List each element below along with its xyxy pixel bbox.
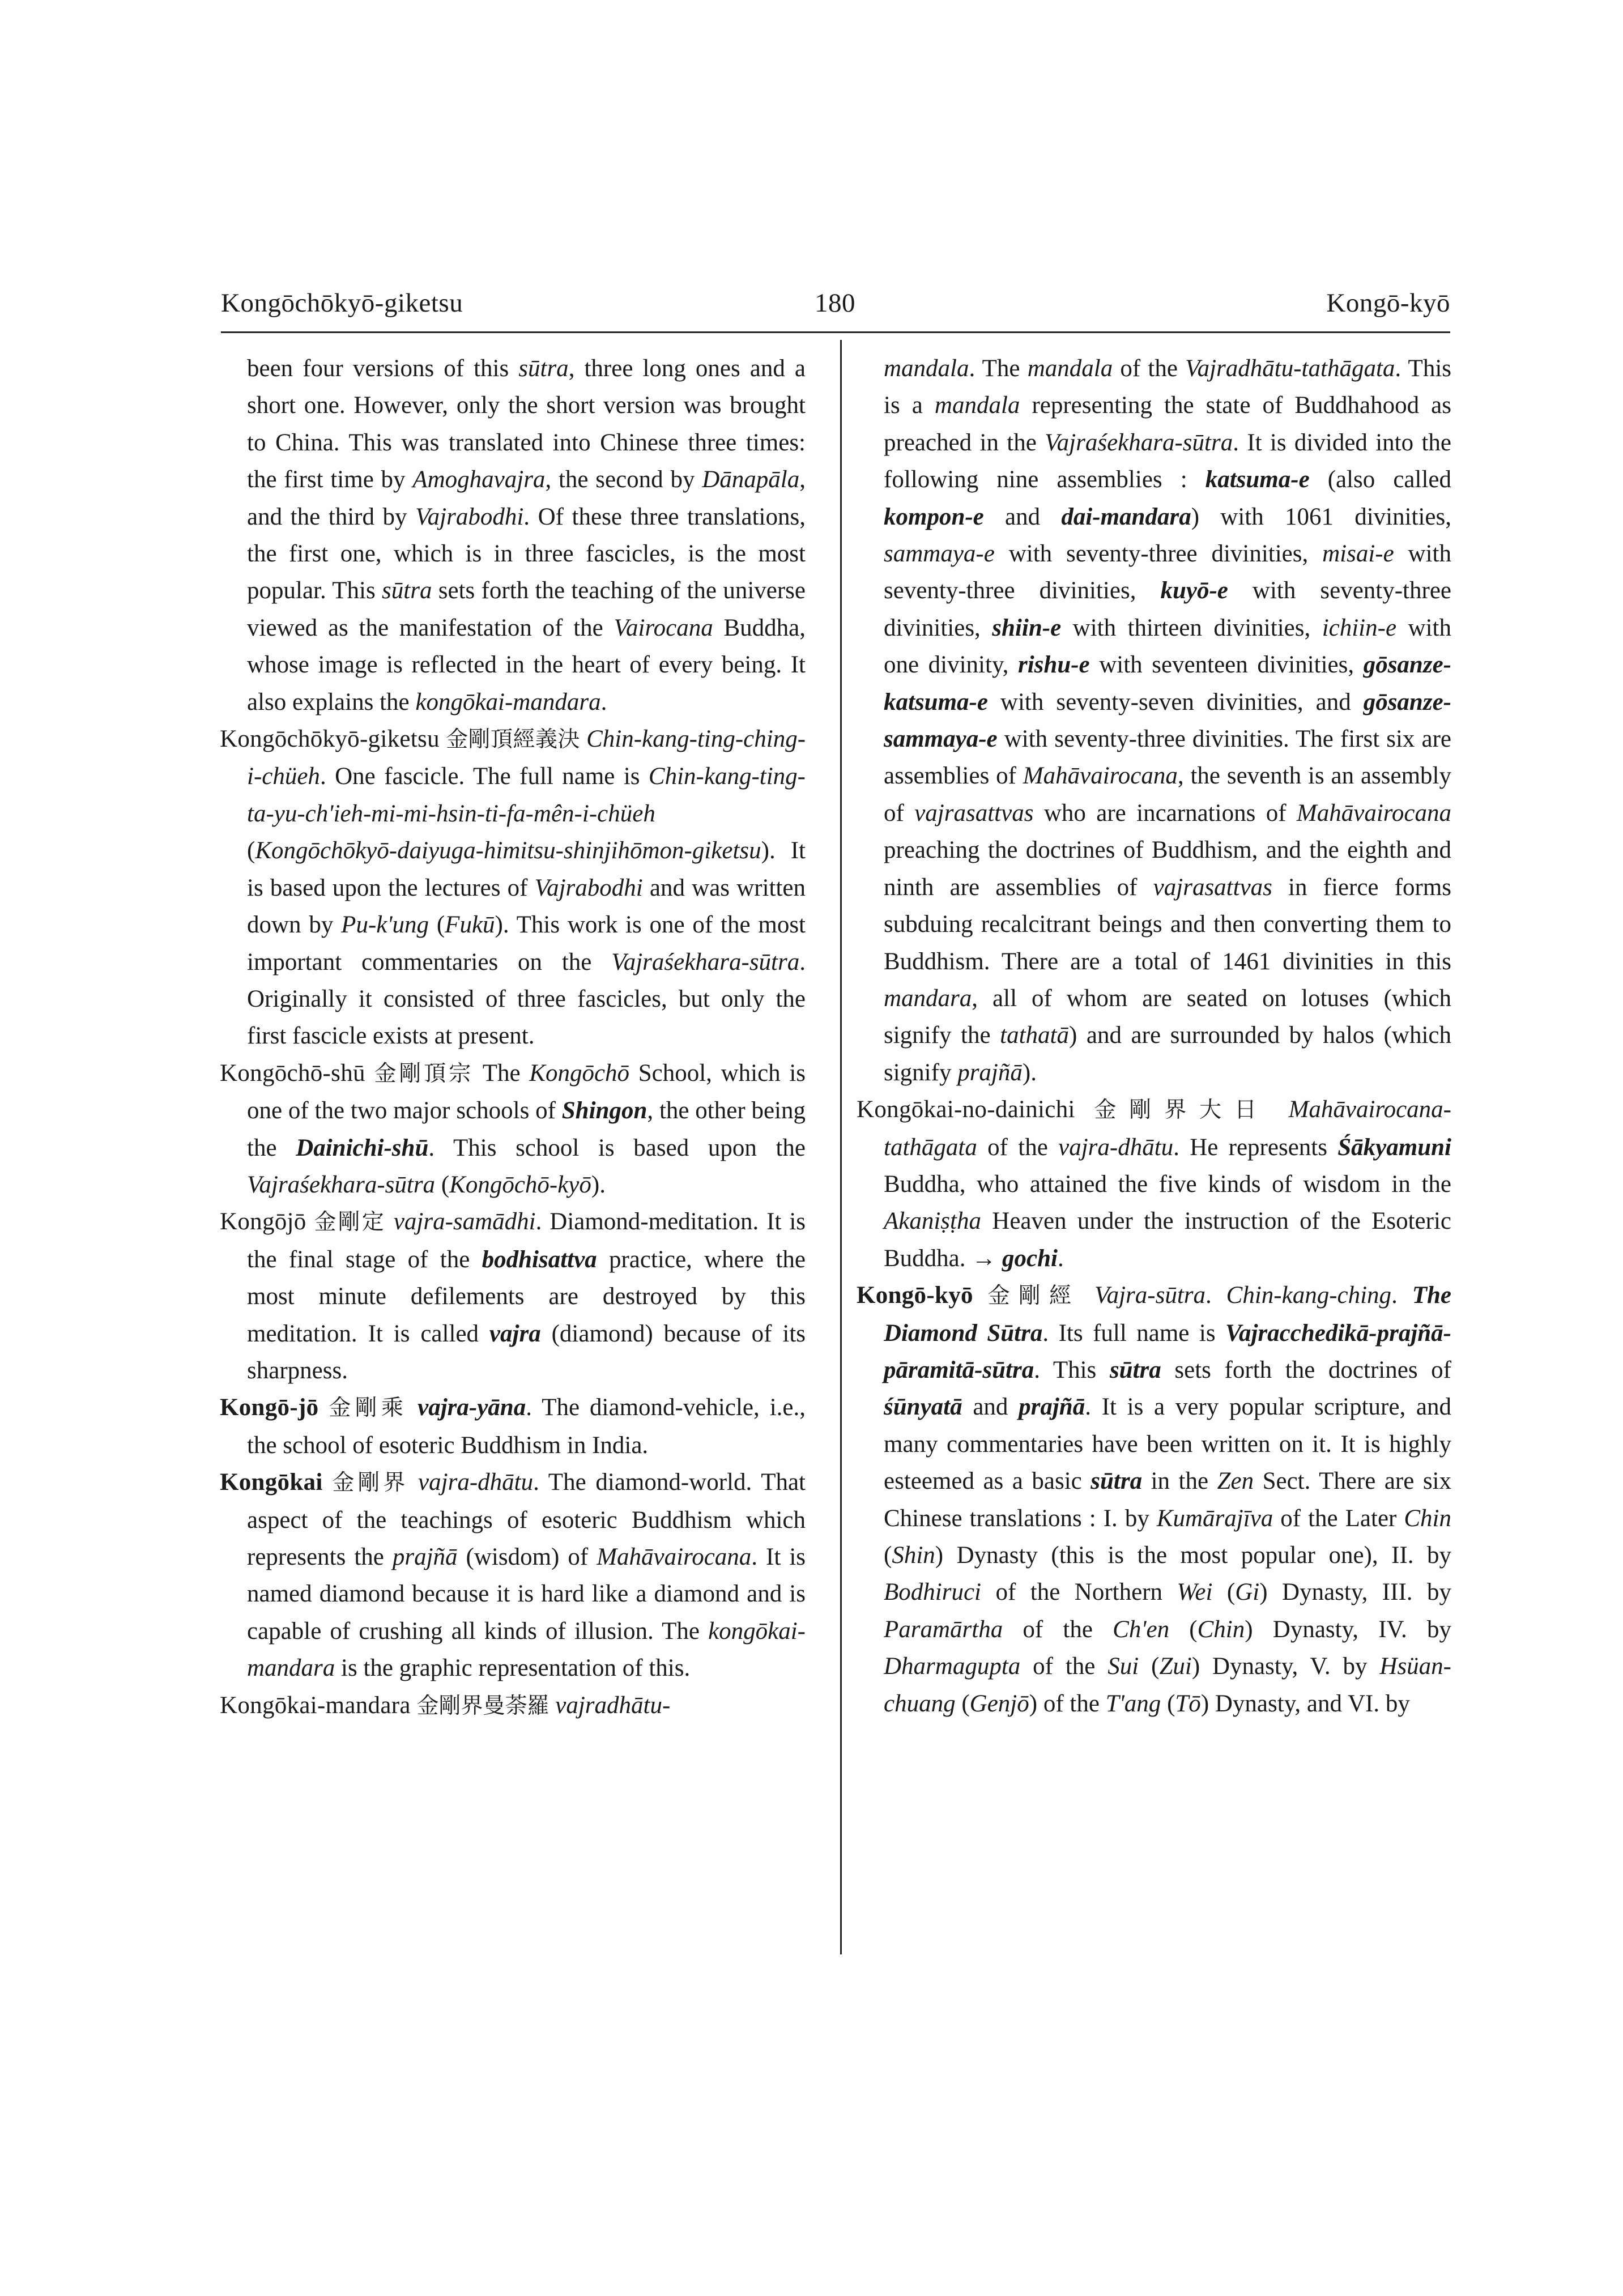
headword: Kongōkai-mandara <box>220 1692 411 1719</box>
kanji: 金剛頂經義決 <box>446 727 580 753</box>
kanji: 金剛界曼荼羅 <box>416 1693 549 1719</box>
kanji: 金剛乘 <box>329 1395 408 1421</box>
right-column <box>857 350 1451 1722</box>
entry-kongokai: Kongōkai 金剛界 vajra-dhātu. The diamond-world. That aspect of the teachings of esoteric Buddhism which represents the prajñā (wisdom) of Mahāvairocana. It is named diamond because it is hard like a diamond and is capable of crushing all kinds of illusion. The kongōkai-mandara is the graphic representation of this. <box>220 1469 806 1682</box>
headword: Kongōchōkyō-giketsu <box>220 726 440 753</box>
page-header <box>221 288 1450 327</box>
entry-kongokai-no-dainichi: Kongōkai-no-dainichi 金剛界大日 Mahāvairocana-tathāgata of the vajra-dhātu. He represents Śākyamuni Buddha, who attained the five kinds of wisdom in the Akaniṣṭha Heaven under the instruction of the Esoteric Buddha. → gochi. <box>857 1096 1451 1272</box>
header-right-guide-word: Kongō-kyō <box>1326 288 1450 318</box>
headword: Kongōkai <box>220 1469 323 1496</box>
header-left-guide-word: Kongōchōkyō-giketsu <box>221 288 463 318</box>
kanji: 金剛界大日 <box>1094 1097 1270 1123</box>
headword: Kongōkai-no-dainichi <box>857 1096 1075 1123</box>
kanji: 金剛頂宗 <box>374 1060 474 1087</box>
headword: Kongō-jō <box>220 1394 319 1421</box>
left-column <box>220 350 806 1724</box>
entry-kongo-jo: Kongō-jō 金剛乘 vajra-yāna. The diamond-vehicle, i.e., the school of esoteric Buddhism in India. <box>220 1394 806 1459</box>
entry-continuation: mandala. The mandala of the Vajradhātu-tathāgata. This is a mandala representing the state of Buddhahood as preached in the Vajraśekhara-sūtra. It is divided into the following nine assemblies : katsuma-e (also called kompon-e and dai-mandara) with 1061 divinities, sammaya-e with seventy-three divinities, misai-e with seventy-three divinities, kuyō-e with seventy-three divinities, shiin-e with thirteen divinities, ichiin-e with one divinity, rishu-e with seventeen divinities, gōsanze-katsuma-e with seventy-seven divinities, and gōsanze-sammaya-e with seventy-three divinities. The first six are assemblies of Mahāvairocana, the seventh is an assembly of vajrasattvas who are incarnations of Mahāvairocana preaching the doctrines of Buddhism, and the eighth and ninth are assemblies of vajrasattvas in fierce forms subduing recalcitrant beings and then converting them to Buddhism. There are a total of 1461 divinities in this mandara, all of whom are seated on lotuses (which signify the tathatā) and are surrounded by halos (which signify prajñā). <box>884 355 1452 1086</box>
headword: Kongōchō-shū <box>220 1059 365 1087</box>
entry-kongocho-shu: Kongōchō-shū 金剛頂宗 The Kongōchō School, which is one of the two major schools of Shingon, the other being the Dainichi-shū. This school is based upon the Vajraśekhara-sūtra (Kongōchō-kyō). <box>220 1059 806 1198</box>
kanji: 金剛經 <box>987 1283 1080 1309</box>
headword: Kongō-kyō <box>857 1282 973 1309</box>
column-divider <box>840 340 842 1954</box>
entry-kongo-kyo: Kongō-kyō 金剛經 Vajra-sūtra. Chin-kang-ching. The Diamond Sūtra. Its full name is Vajracchedikā-prajñā-pāramitā-sūtra. This sūtra sets forth the doctrines of śūnyatā and prajñā. It is a very popular scripture, and many commentaries have been written on it. It is highly esteemed as a basic sūtra in the Zen Sect. There are six Chinese translations : I. by Kumārajīva of the Later Chin (Shin) Dynasty (this is the most popular one), II. by Bodhiruci of the Northern Wei (Gi) Dynasty, III. by Paramārtha of the Ch'en (Chin) Dynasty, IV. by Dharmagupta of the Sui (Zui) Dynasty, V. by Hsüan-chuang (Genjō) of the T'ang (Tō) Dynasty, and VI. by <box>857 1282 1452 1717</box>
entry-continuation: been four versions of this sūtra, three long ones and a short one. However, only the short version was brought to China. This was translated into Chinese three times: the first time by Amoghavajra, the second by Dānapāla, and the third by Vajrabodhi. Of these three translations, the first one, which is in three fascicles, is the most popular. This sūtra sets forth the teaching of the universe viewed as the manifestation of the Vairocana Buddha, whose image is reflected in the heart of every being. It also explains the kongōkai-mandara. <box>247 355 806 715</box>
headword: Kongōjō <box>220 1208 306 1236</box>
page-number: 180 <box>815 288 855 318</box>
kanji: 金剛界 <box>332 1470 409 1496</box>
entry-kongojo-samadhi: Kongōjō 金剛定 vajra-samādhi. Diamond-meditation. It is the final stage of the bodhisattva practice, where the most minute defilements are destroyed by this meditation. It is called vajra (diamond) because of its sharpness. <box>220 1208 806 1384</box>
entry-kongochokyo-giketsu: Kongōchōkyō-giketsu 金剛頂經義決 Chin-kang-ting-ching-i-chüeh. One fascicle. The full name is Chin-kang-ting-ta-yu-ch'ieh-mi-mi-hsin-ti-fa-mên-i-chüeh (Kongōchōkyō-daiyuga-himitsu-shinjihōmon-giketsu). It is based upon the lectures of Vajrabodhi and was written down by Pu-k'ung (Fukū). This work is one of the most important commentaries on the Vajraśekhara-sūtra. Originally it consisted of three fascicles, but only the first fascicle exists at present. <box>220 726 806 1050</box>
kanji: 金剛定 <box>314 1209 386 1236</box>
header-rule <box>221 331 1450 333</box>
entry-kongokai-mandara: Kongōkai-mandara 金剛界曼荼羅 vajradhātu- <box>220 1692 671 1719</box>
